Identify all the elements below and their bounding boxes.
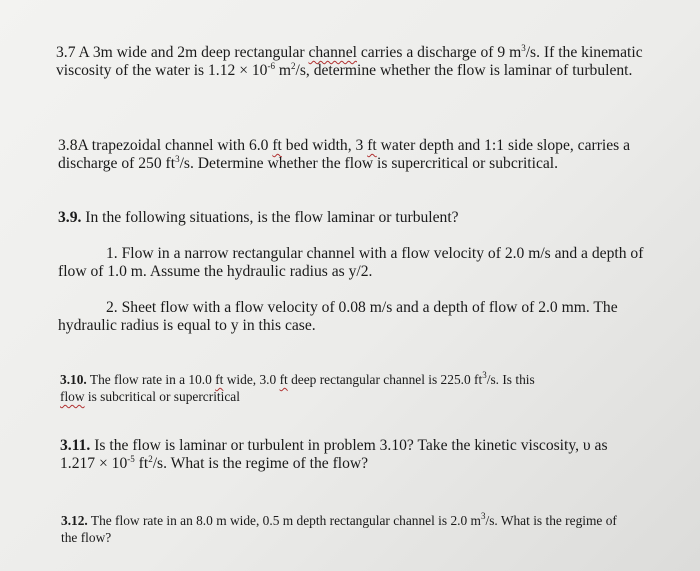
problem-3-9-item-2: [58, 299, 668, 335]
superscript: 3: [480, 511, 486, 521]
superscript: 3: [175, 154, 180, 164]
item-line: 2. Sheet flow with a flow velocity of 0.08 m/s and a depth of flow of 2.0 mm. The: [106, 299, 618, 316]
problem-3-12-line-2: the flow?: [61, 530, 112, 545]
problem-number: 3.9.: [58, 209, 82, 226]
problem-number: 3.11.: [60, 437, 91, 454]
superscript: 3: [482, 370, 487, 380]
problem-3-7-line-1: [56, 44, 666, 62]
spellcheck-word: ft: [215, 372, 224, 387]
item-line: flow of 1.0 m. Assume the hydraulic radius as y/2.: [58, 263, 373, 280]
text: In the following situations, is the flow laminar or turbulent?: [81, 209, 459, 226]
text: bed width, 3: [281, 137, 368, 154]
superscript: 2: [291, 61, 296, 71]
text: m: [274, 62, 292, 79]
text: /s, determine whether the flow is laminar of turbulent.: [295, 62, 633, 79]
text: /s. What is the regime of the flow?: [152, 455, 369, 472]
text: ft: [134, 455, 149, 472]
problem-3-7-line-2: [56, 62, 666, 80]
superscript: 3: [521, 43, 526, 53]
text: /s. Is this: [486, 372, 535, 387]
text: /s. What is the regime of: [485, 513, 617, 528]
problem-3-10: [60, 371, 670, 405]
problem-3-9-heading: [58, 209, 668, 227]
spellcheck-word: ft: [272, 137, 282, 154]
problem-3-11-line-2: [60, 455, 670, 473]
problem-3-12-line-1: [61, 512, 671, 529]
spellcheck-word: channel: [308, 44, 357, 61]
problem-3-9: [58, 209, 668, 227]
problem-3-12: [61, 512, 671, 546]
superscript: -6: [267, 61, 275, 71]
text: The flow rate in a 10.0: [86, 372, 216, 387]
problem-3-8: [58, 137, 668, 173]
problem-3-7: [56, 44, 666, 80]
problem-3-8-line-2: [58, 155, 668, 173]
spellcheck-word: ft: [279, 372, 288, 387]
superscript: -5: [127, 454, 135, 464]
problem-3-8-line-1: [58, 137, 668, 155]
problem-3-10-line-2: [60, 388, 670, 405]
text: carries a discharge of 9 m: [356, 44, 522, 61]
text: The flow rate in an 8.0 m wide, 0.5 m depth rectangular channel is 2.0 m: [87, 513, 481, 528]
item-line: 1. Flow in a narrow rectangular channel with a flow velocity of 2.0 m/s and a depth of: [106, 245, 644, 262]
text: Is the flow is laminar or turbulent in problem 3.10? Take the kinetic viscosity, υ as: [90, 437, 608, 454]
item-line: hydraulic radius is equal to y in this case.: [58, 317, 316, 334]
problem-3-10-line-1: [60, 371, 670, 388]
problem-number: 3.12.: [61, 513, 88, 528]
text: deep rectangular channel is 225.0 ft: [287, 372, 483, 387]
text: is subcritical or supercritical: [84, 389, 240, 404]
text: /s. If the kinematic: [525, 44, 643, 61]
problem-3-9-item-1: [58, 245, 668, 281]
text: viscosity of the water is 1.12 × 10: [56, 62, 268, 79]
problem-3-11-line-1: [60, 437, 670, 455]
text: discharge of 250 ft: [58, 155, 176, 172]
superscript: 2: [148, 454, 153, 464]
text: water depth and 1:1 side slope, carries a: [376, 137, 631, 154]
text: 3.7 A 3m wide and 2m deep rectangular: [56, 44, 309, 61]
text: 3.8A trapezoidal channel with 6.0: [58, 137, 273, 154]
problem-3-11: [60, 437, 670, 473]
text: /s. Determine whether the flow is supercritical or subcritical.: [179, 155, 559, 172]
problem-number: 3.10.: [60, 372, 87, 387]
spellcheck-word: ft: [367, 137, 377, 154]
text: wide, 3.0: [223, 372, 280, 387]
spellcheck-word: flow: [60, 389, 85, 404]
text: 1.217 × 10: [60, 455, 128, 472]
